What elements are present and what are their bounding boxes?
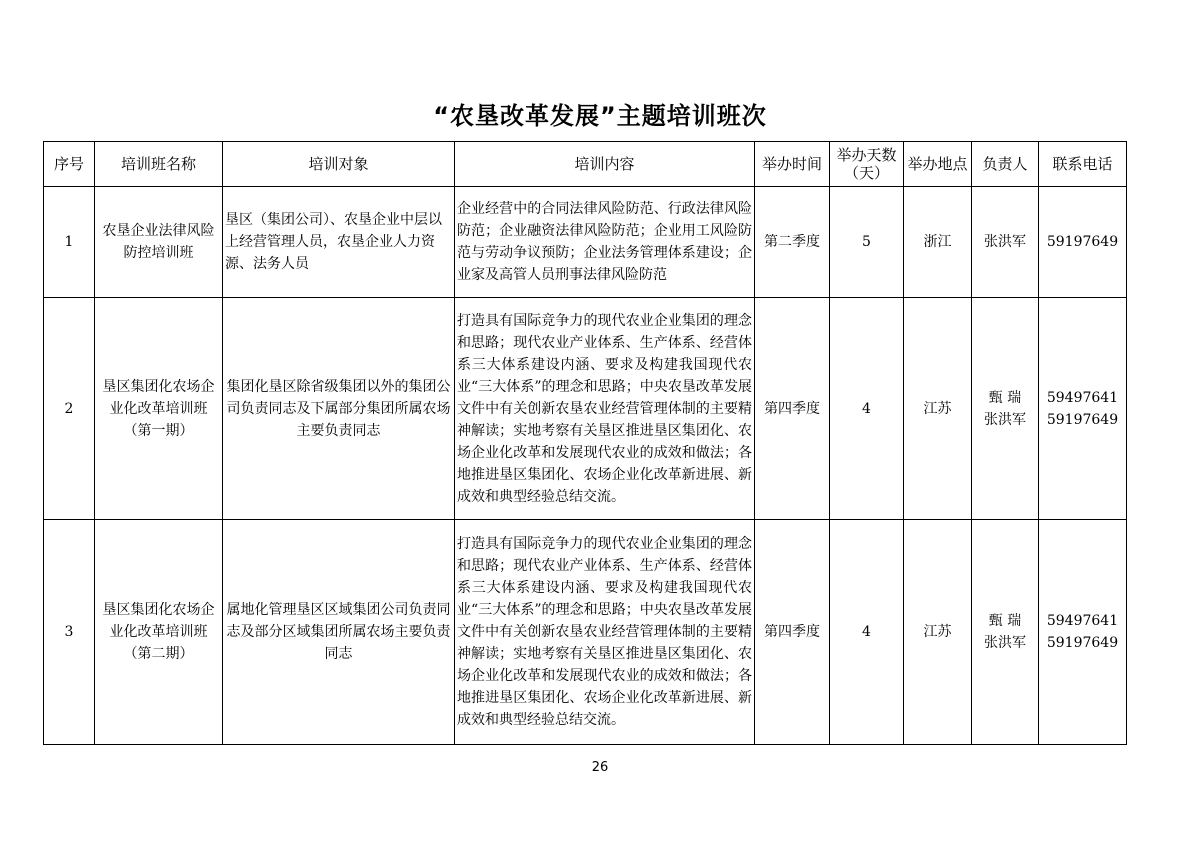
cell-days: 4 [830, 520, 904, 745]
phone-number: 59197649 [1046, 234, 1119, 250]
cell-time: 第四季度 [755, 520, 830, 745]
cell-name: 农垦企业法律风险防控培训班 [95, 187, 223, 298]
cell-phone [1039, 520, 1127, 745]
header-content: 培训内容 [455, 142, 755, 187]
training-schedule-table [43, 141, 1127, 745]
cell-content: 打造具有国际竞争力的现代农业企业集团的理念和思路；现代农业产业体系、生产体系、经营体系三大体系建设内涵、要求及构建我国现代农业“三大体系”的理念和思路；中央农垦改革发展文件中有关创新农垦农业经营管理体制的主要精神解读；实地考察有关垦区推进垦区集团化、农场企业化改革和发展现代农业的成效和做法；各地推进垦区集团化、农场企业化改革新进展、新成效和典型经验总结交流。 [455, 520, 755, 745]
header-name: 培训班名称 [95, 142, 223, 187]
cell-phone [1039, 187, 1127, 298]
header-days: 举办天数（天） [830, 142, 904, 187]
person-name: 张洪军 [984, 635, 1026, 651]
table-header-row [44, 142, 1127, 187]
header-phone: 联系电话 [1039, 142, 1127, 187]
header-location: 举办地点 [904, 142, 972, 187]
person-name: 张洪军 [984, 411, 1026, 428]
header-audience: 培训对象 [223, 142, 455, 187]
cell-days: 5 [830, 187, 904, 298]
cell-audience: 垦区（集团公司）、农垦企业中层以上经营管理人员，农垦企业人力资源、法务人员 [223, 187, 455, 298]
table-row [44, 187, 1127, 298]
cell-days: 4 [830, 298, 904, 520]
page-title: “农垦改革发展”主题培训班次 [433, 102, 767, 130]
header-index: 序号 [44, 142, 95, 187]
header-time: 举办时间 [755, 142, 830, 187]
cell-time: 第二季度 [755, 187, 830, 298]
cell-audience: 属地化管理垦区区域集团公司负责同志及部分区域集团所属农场主要负责同志 [223, 520, 455, 745]
table-row [44, 520, 1127, 745]
phone-number: 59197649 [1046, 635, 1119, 651]
cell-index: 2 [44, 298, 95, 520]
cell-person [972, 187, 1039, 298]
cell-index: 1 [44, 187, 95, 298]
table-row [44, 298, 1127, 520]
phone-number: 59497641 [1046, 389, 1119, 406]
cell-audience: 集团化垦区除省级集团以外的集团公司负责同志及下属部分集团所属农场主要负责同志 [223, 298, 455, 520]
cell-location: 江苏 [904, 298, 972, 520]
cell-name: 垦区集团化农场企业化改革培训班（第一期） [95, 298, 223, 520]
cell-person [972, 520, 1039, 745]
phone-number: 59197649 [1046, 411, 1119, 428]
cell-location: 江苏 [904, 520, 972, 745]
cell-time: 第四季度 [755, 298, 830, 520]
cell-name: 垦区集团化农场企业化改革培训班（第二期） [95, 520, 223, 745]
phone-number: 59497641 [1046, 613, 1119, 629]
header-person: 负责人 [972, 142, 1039, 187]
cell-person [972, 298, 1039, 520]
cell-content: 企业经营中的合同法律风险防范、行政法律风险防范；企业融资法律风险防范；企业用工风险防范与劳动争议预防；企业法务管理体系建设；企业家及高管人员刑事法律风险防范 [455, 187, 755, 298]
cell-location: 浙江 [904, 187, 972, 298]
page-number: 26 [591, 760, 609, 775]
person-name: 甄 瑞 [988, 613, 1022, 629]
person-name: 张洪军 [984, 234, 1026, 250]
cell-content: 打造具有国际竞争力的现代农业企业集团的理念和思路；现代农业产业体系、生产体系、经营体系三大体系建设内涵、要求及构建我国现代农业“三大体系”的理念和思路；中央农垦改革发展文件中有关创新农垦农业经营管理体制的主要精神解读；实地考察有关垦区推进垦区集团化、农场企业化改革和发展现代农业的成效和做法；各地推进垦区集团化、农场企业化改革新进展、新成效和典型经验总结交流。 [455, 298, 755, 520]
cell-index: 3 [44, 520, 95, 745]
cell-phone [1039, 298, 1127, 520]
person-name: 甄 瑞 [988, 389, 1022, 406]
